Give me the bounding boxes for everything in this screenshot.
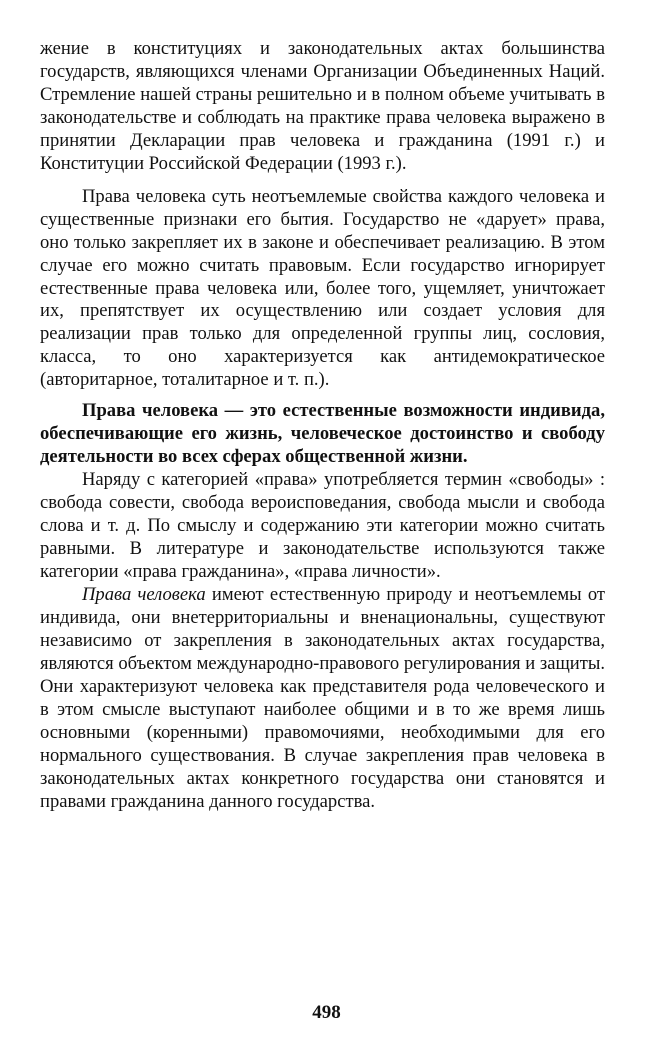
paragraph-natural-rights-text: имеют естественную природу и неотъемлемы от индивида, они внетерриториальны и вненациональны, существуют независимо от закрепления в законодательных актах государства, являются объектом международно-правового регулирования и защиты. Они характеризуют человека как представителя рода человеческого и в этом смысле выступают наиболее общими и в то же время лишь основными (коренными) правомочиями, необходимыми для его нормального существования. В случае закрепления прав человека в законодательных актах конкретного государства они становятся и правами гражданина данного государства. [40,583,605,812]
paragraph-freedoms: Наряду с категорией «права» употребляется термин «свободы» : свобода совести, свобода вероисповедания, свобода мысли и свобода слова и т. д. По смыслу и содержанию эти категории можно считать равными. В литературе и законодательстве используются также категории «права гражданина», «права личности». [40,469,605,582]
page-text [40,38,605,813]
paragraph-continuation: жение в конституциях и законодательных актах большинства государств, являющихся членами Организации Объединенных Наций. Стремление нашей страны решительно и в полном объеме учитывать в законодательстве и соблюдать на практике права человека выражено в принятии Декларации прав человека и гражданина (1991 г.) и Конституции Российской Федерации (1993 г.). [40,38,605,174]
italic-lead-term: Права человека [82,583,206,605]
page-number: 498 [312,1002,341,1023]
paragraph-human-rights-properties: Права человека суть неотъемлемые свойства каждого человека и существенные признаки его бытия. Государство не «дарует» права, оно только закрепляет их в законе и обеспечивает реализацию. В этом случае его можно считать правовым. Если государство игнорирует естественные права человека или, более того, ущемляет, уничтожает их, препятствует их осуществлению или создает условия для реализации прав только для определенной группы лиц, сословия, класса, то оно характеризуется как антидемократическое (авторитарное, тоталитарное и т. п.). [40,185,605,391]
paragraph-definition: Права человека — это естественные возможности индивида, обеспечивающие его жизнь, человеческое достоинство и свободу деятельности во всех сферах общественной жизни. [40,400,605,468]
paragraph-natural-rights [40,584,605,814]
